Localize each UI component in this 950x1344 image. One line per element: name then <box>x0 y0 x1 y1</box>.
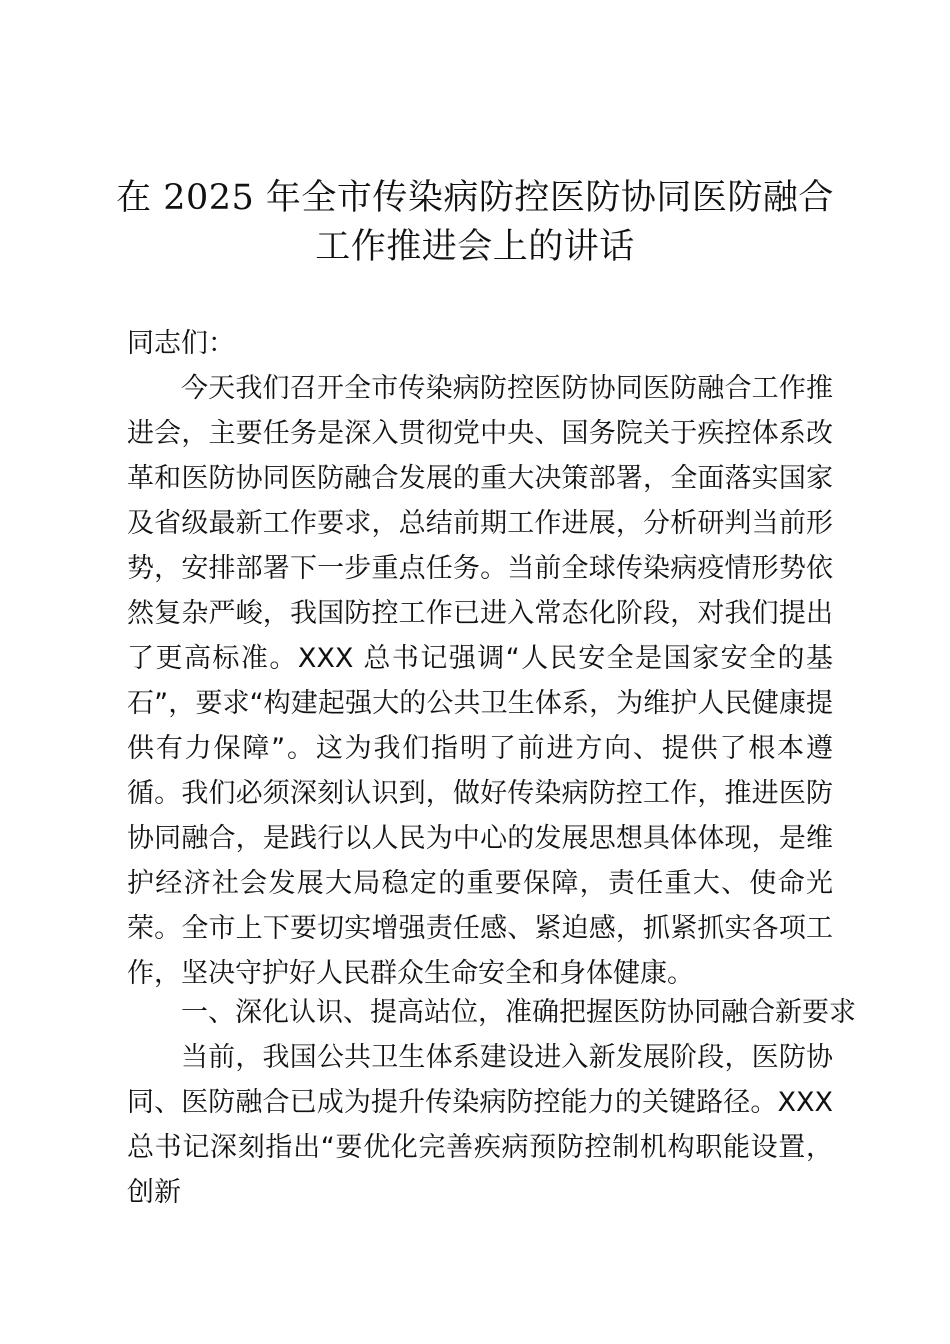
document-title-line-2: 工作推进会上的讲话 <box>315 227 635 267</box>
document-title-line-1: 在 2025 年全市传染病防控医防协同医防融合 <box>116 178 834 218</box>
salutation: 同志们： <box>127 328 235 359</box>
paragraph-intro: 今天我们召开全市传染病防控医防协同医防融合工作推进会，主要任务是深入贯彻党中央、国务院关于疾控体系改革和医防协同医防融合发展的重大决策部署，全面落实国家及省级最新工作要求，总结前期工作进展，分析研判当前形势，安排部署下一步重点任务。当前全球传染病疫情形势依然复杂严峻，我国防控工作已进入常态化阶段，对我们提出了更高标准。XXX 总书记强调“人民安全是国家安全的基石”，要求“构建起强大的公共卫生体系，为维护人民健康提供有力保障”。这为我们指明了前进方向、提供了根本遵循。我们必须深刻认识到，做好传染病防控工作，推进医防协同融合，是践行以人民为中心的发展思想具体体现，是维护经济社会发展大局稳定的重要保障，责任重大、使命光荣。全市上下要切实增强责任感、紧迫感，抓紧抓实各项工作，坚决守护好人民群众生命安全和身体健康。 <box>127 373 833 989</box>
section-heading-1: 一、深化认识、提高站位，准确把握医防协同融合新要求 <box>181 997 856 1028</box>
paragraph-section-1: 当前，我国公共卫生体系建设进入新发展阶段，医防协同、医防融合已成为提升传染病防控能力的关键路径。XXX 总书记深刻指出“要优化完善疾病预防控制机构职能设置，创新 <box>127 1042 833 1208</box>
